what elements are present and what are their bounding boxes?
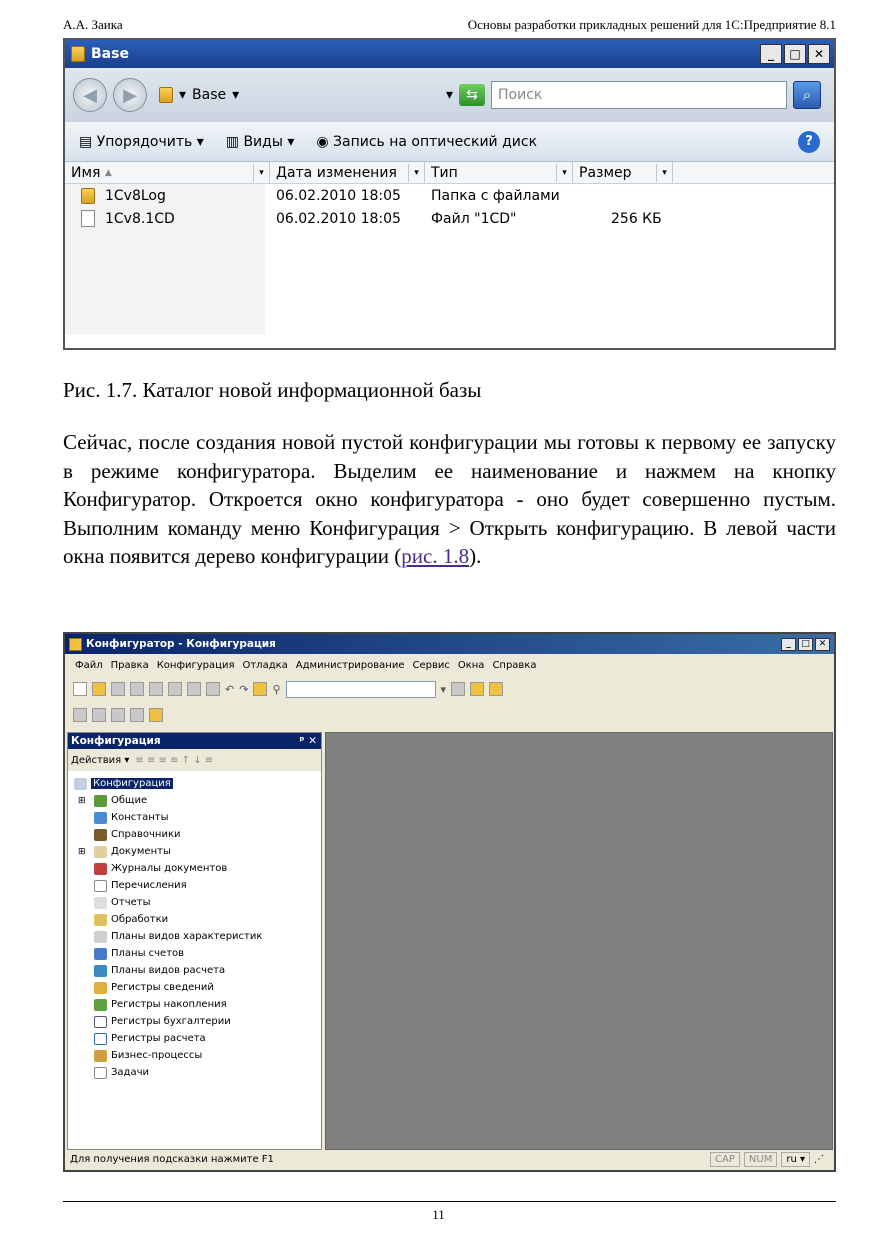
panel-title: Конфигурация [71, 735, 161, 747]
file-list [65, 184, 834, 334]
address-history-icon[interactable]: ▾ [445, 87, 453, 103]
configuration-panel [67, 732, 322, 1150]
new-icon[interactable] [73, 682, 87, 696]
address-dropdown-icon[interactable]: ▾ [232, 87, 240, 103]
print-icon[interactable] [187, 682, 201, 696]
tree-item[interactable]: Бизнес-процессы [68, 1047, 321, 1064]
save-icon[interactable] [111, 682, 125, 696]
figure-link[interactable]: рис. 1.8 [401, 544, 470, 568]
status-bar [65, 1148, 834, 1170]
menu-windows[interactable]: Окна [457, 659, 485, 671]
tree-item[interactable]: Журналы документов [68, 860, 321, 877]
tree-item[interactable]: Регистры бухгалтерии [68, 1013, 321, 1030]
tree-item[interactable]: Регистры расчета [68, 1030, 321, 1047]
header-author: А.А. Заика [63, 17, 123, 32]
tree-item[interactable]: Справочники [68, 826, 321, 843]
tree-item[interactable]: Регистры сведений [68, 979, 321, 996]
explorer-window [63, 38, 836, 350]
minimize-button[interactable]: _ [781, 638, 796, 651]
configurator-titlebar [65, 634, 834, 654]
forward-button[interactable]: ▶ [113, 78, 147, 112]
folder-icon [159, 87, 173, 103]
tree-item[interactable]: Обработки [68, 911, 321, 928]
configuration-tree [68, 771, 321, 1081]
burn-disc-button[interactable]: ◉ Запись на оптический диск [316, 133, 538, 150]
run-icon[interactable] [149, 708, 163, 722]
running-header [63, 17, 836, 33]
body-paragraph: Сейчас, после создания новой пустой конфигурации мы готовы к первому ее запуску в режиме конфигуратора. Выделим ее наименование и нажмем на кнопку Конфигуратор. Откроется окно конфигуратора - оно будет совершенно пустым. Выполним команду меню Конфигурация > Открыть конфигурацию. В левой части окна появится дерево конфигурации (рис. 1.8). [63, 430, 836, 568]
help-icon[interactable]: ? [798, 131, 820, 153]
figure-caption: Рис. 1.7. Каталог новой информационной базы [63, 378, 482, 402]
tool-icon[interactable] [451, 682, 465, 696]
file-row[interactable] [65, 207, 834, 230]
caps-indicator: CAP [710, 1152, 740, 1167]
back-button[interactable]: ◀ [73, 78, 107, 112]
file-date: 06.02.2010 18:05 [276, 210, 401, 227]
column-size[interactable]: Размер ▾ [573, 162, 673, 183]
app-icon [69, 638, 82, 651]
tree-item[interactable]: Планы видов расчета [68, 962, 321, 979]
menu-edit[interactable]: Правка [110, 659, 149, 671]
refresh-button[interactable]: ⇆ [459, 84, 485, 106]
tree-item[interactable]: Константы [68, 809, 321, 826]
preview-icon[interactable] [206, 682, 220, 696]
file-row[interactable] [65, 184, 834, 207]
tree-item[interactable]: Планы счетов [68, 945, 321, 962]
actions-menu[interactable]: Действия ▾ [71, 754, 130, 766]
language-indicator[interactable]: ru ▾ [781, 1152, 810, 1167]
file-icon [81, 210, 95, 227]
address-text: Base [192, 87, 227, 103]
undo-icon[interactable]: ↶ [225, 682, 235, 696]
menu-debug[interactable]: Отладка [242, 659, 288, 671]
open-icon[interactable] [92, 682, 106, 696]
folder-icon [71, 46, 85, 62]
tree-item[interactable]: Конфигурация [68, 775, 321, 792]
tree-item[interactable]: Планы видов характеристик [68, 928, 321, 945]
db-icon[interactable] [73, 708, 87, 722]
menu-service[interactable]: Сервис [412, 659, 450, 671]
minimize-button[interactable]: _ [760, 44, 782, 64]
db-update-icon[interactable] [111, 708, 125, 722]
column-name[interactable]: Имя ▲ ▾ [65, 162, 270, 183]
num-indicator: NUM [744, 1152, 777, 1167]
tree-tool-icon[interactable]: ≡ ≡ ≡ ≡ ↑ ↓ ≡ [135, 754, 214, 766]
menu-configuration[interactable]: Конфигурация [156, 659, 235, 671]
find-icon[interactable] [253, 682, 267, 696]
panel-toolbar [68, 749, 321, 771]
menu-administration[interactable]: Администрирование [295, 659, 405, 671]
tree-item[interactable]: Задачи [68, 1064, 321, 1081]
tree-item[interactable]: ⊞ Документы [78, 846, 171, 857]
close-button[interactable]: ✕ [815, 638, 830, 651]
menu-bar [65, 654, 834, 676]
db-save-icon[interactable] [92, 708, 106, 722]
column-headers [65, 162, 834, 184]
footer-rule [63, 1201, 836, 1202]
configurator-window [63, 632, 836, 1172]
tree-item[interactable]: Отчеты [68, 894, 321, 911]
page-number: 11 [432, 1207, 445, 1222]
workspace-area [325, 732, 833, 1150]
file-type: Папка с файлами [431, 187, 560, 204]
search-combo[interactable] [286, 681, 436, 698]
explorer-address-bar [65, 68, 834, 122]
address-field[interactable] [153, 80, 453, 110]
resize-grip-icon[interactable]: ⋰ [814, 1153, 824, 1165]
wizard-icon[interactable] [470, 682, 484, 696]
search-icon[interactable]: ⌕ [793, 81, 821, 109]
tree-item[interactable]: Перечисления [68, 877, 321, 894]
status-text: Для получения подсказки нажмите F1 [70, 1153, 274, 1165]
address-chevron-icon: ▾ [179, 87, 187, 103]
cut-icon[interactable] [130, 682, 144, 696]
maximize-button[interactable]: □ [798, 638, 813, 651]
panel-close-icon[interactable]: ᵖ ✕ [299, 735, 317, 747]
paste-icon[interactable] [168, 682, 182, 696]
views-button[interactable]: ▥ Виды ▾ [225, 133, 295, 150]
file-size: 256 КБ [611, 210, 662, 227]
redo-icon[interactable]: ↷ [239, 682, 249, 696]
explorer-title: Base [91, 46, 129, 62]
search-input[interactable]: Поиск [491, 81, 787, 109]
close-button[interactable]: ✕ [808, 44, 830, 64]
file-name: 1Cv8.1CD [105, 210, 175, 227]
file-type: Файл "1CD" [431, 210, 517, 227]
copy-icon[interactable] [149, 682, 163, 696]
explorer-titlebar [65, 40, 834, 68]
explorer-toolbar [65, 122, 834, 162]
main-toolbar [65, 676, 834, 702]
file-date: 06.02.2010 18:05 [276, 187, 401, 204]
folder-icon [81, 188, 95, 204]
maximize-button[interactable]: □ [784, 44, 806, 64]
tree-item[interactable]: ⊞ Общие [78, 795, 148, 806]
header-book-title: Основы разработки прикладных решений для 1С:Предприятие 8.1 [467, 17, 836, 32]
panel-titlebar [68, 733, 321, 749]
tree-item[interactable]: Регистры накопления [68, 996, 321, 1013]
menu-help[interactable]: Справка [492, 659, 537, 671]
menu-file[interactable]: Файл [75, 659, 103, 671]
configurator-title: Конфигуратор - Конфигурация [86, 638, 276, 650]
column-type[interactable]: Тип ▾ [425, 162, 573, 183]
secondary-toolbar [65, 702, 834, 728]
window-icon[interactable] [130, 708, 144, 722]
file-name: 1Cv8Log [105, 187, 166, 204]
organize-button[interactable]: ▤ Упорядочить ▾ [79, 133, 204, 150]
column-date[interactable]: Дата изменения ▾ [270, 162, 425, 183]
help-icon[interactable] [489, 682, 503, 696]
find-next-icon[interactable]: ⚲ [272, 682, 281, 696]
combo-dropdown-icon[interactable]: ▾ [440, 682, 447, 696]
